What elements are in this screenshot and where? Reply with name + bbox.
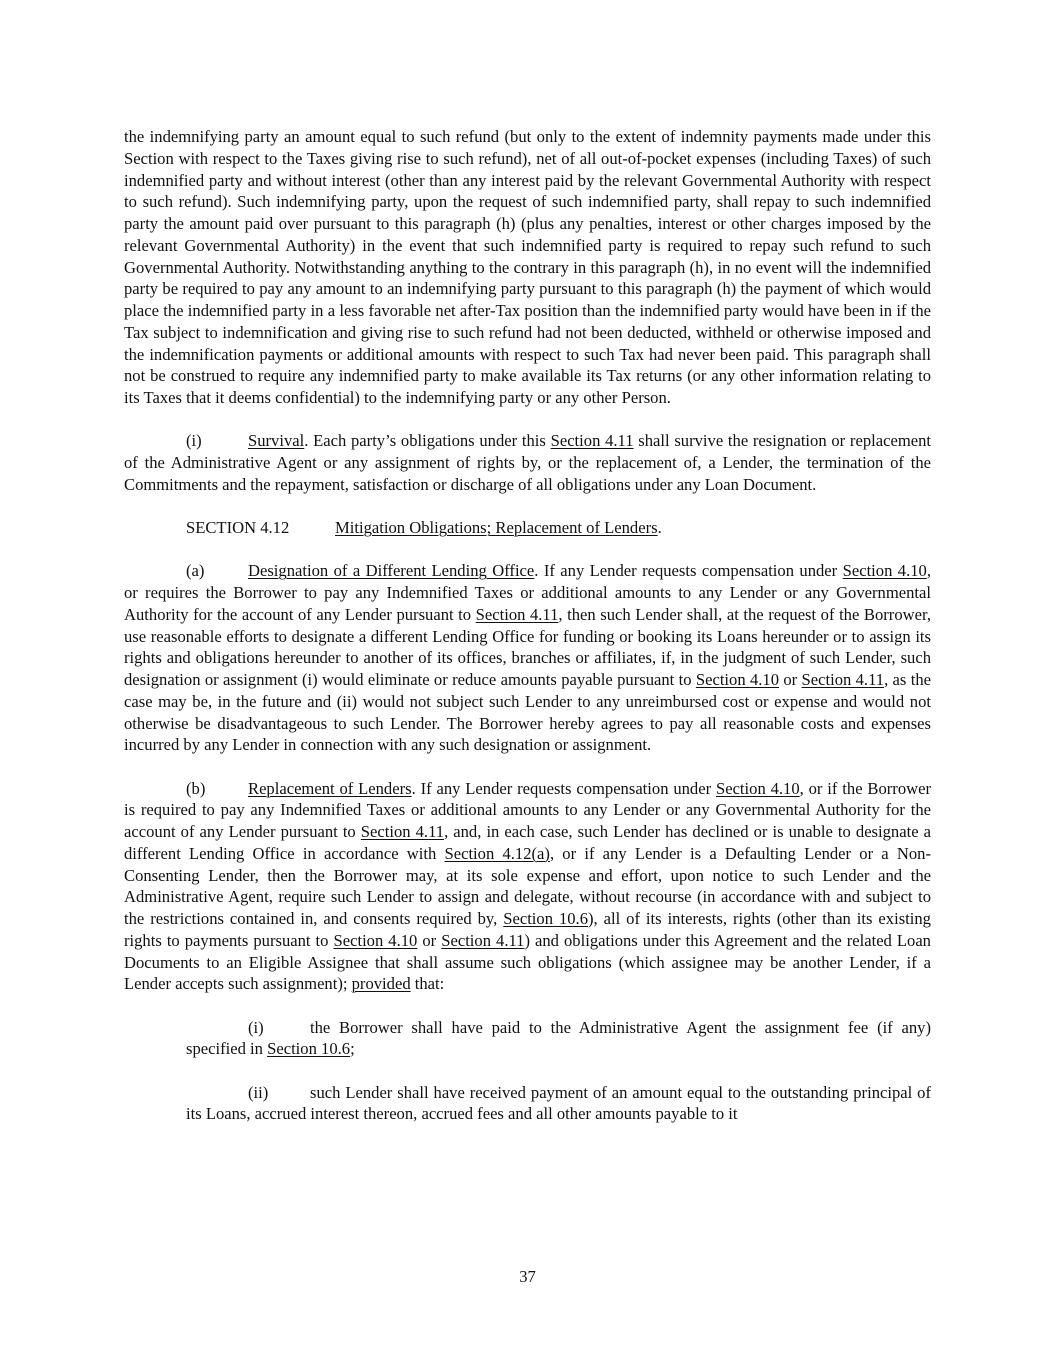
paragraph-gap — [124, 995, 931, 1017]
section-reference: Section 10.6 — [503, 909, 588, 928]
section-reference: Section 4.11 — [360, 822, 445, 841]
paragraph-text: , as the case may be, in the future and (ii) would not subject such Lender to any unreimbursed cost or expense and would not otherwise be disadvantageous to such Lender. The Borrower hereby agrees to pay all reasonable costs and expenses incurred by any Lender in connection with any such designation or assignment. — [124, 670, 931, 755]
paragraph-text: the indemnifying party an amount equal to such refund (but only to the extent of indemnity payments made under this Section with respect to the Taxes giving rise to such refund), net of all out-of-pocket expenses (including Taxes) of such indemnified party and without interest (other than any interest paid by the relevant Governmental Authority with respect to such refund). Such indemnifying party, upon the request of such indemnified party, shall repay to such indemnified party the amount paid over pursuant to this paragraph (h) (plus any penalties, interest or other charges imposed by the relevant Governmental Authority) in the event that such indemnified party is required to repay such refund to such Governmental Authority. Notwithstanding anything to the contrary in this paragraph (h), in no event will the indemnified party be required to pay any amount to an indemnifying party pursuant to this paragraph (h) the payment of which would place the indemnified party in a less favorable net after-Tax position than the indemnified party would have been in if the Tax subject to indemnification and giving rise to such refund had not been deducted, withheld or otherwise imposed and the indemnification payments or additional amounts with respect to such Tax had never been paid. This paragraph shall not be construed to require any indemnified party to make available its Tax returns (or any other information relating to its Taxes that it deems confidential) to the indemnifying party or any other Person. — [124, 127, 931, 407]
section-reference: Section 4.11 — [801, 670, 885, 689]
subparagraph-i — [186, 1017, 931, 1061]
section-reference: Section 4.10 — [842, 561, 927, 581]
paragraph-text: ) and obligations under this Agreement and the related Loan Documents to an Eligible Assignee that shall assume such obligations (which assignee may be another Lender, if a Lender accepts such assignment); — [124, 930, 931, 994]
section-heading — [124, 517, 931, 539]
paragraph-text: or — [779, 670, 802, 689]
paragraph-text: , or requires the Borrower to pay any Indemnified Taxes or additional amounts to any Lender or any Governmental Authority for the account of any Lender pursuant to — [124, 561, 931, 624]
paragraph-gap — [124, 1060, 931, 1082]
paragraph-text: ; — [350, 1039, 355, 1059]
paragraph-text: , and, in each case, such Lender has declined or is unable to designate a different Lending Office in accordance with — [124, 822, 931, 863]
section-reference: Section 4.11 — [441, 930, 525, 950]
paragraph-text: , or if the Borrower is required to pay any Indemnified Taxes or additional amounts to any Lender or any Governmental Authority for the account of any Lender pursuant to — [124, 778, 931, 841]
paragraph-label: (i) — [186, 431, 202, 451]
paragraph-text: such Lender shall have received payment of an amount equal to the outstanding principal of its Loans, accrued interest thereon, accrued fees and all other amounts payable to it — [186, 1082, 931, 1124]
section-reference: Section 10.6 — [267, 1039, 351, 1059]
paragraph-text: shall survive the resignation or replacement of the Administrative Agent or any assignment of rights by, or the replacement of, a Lender, the termination of the Commitments and the repayment, satisfaction or discharge of all obligations under any Loan Document. — [124, 431, 931, 494]
paragraph-text: , then such Lender shall, at the request of the Borrower, use reasonable efforts to designate a different Lending Office for funding or booking its Loans hereunder or to assign its rights and obligations hereunder to another of its offices, branches or affiliates, if, in the judgment of such Lender, such designation or assignment (i) would eliminate or reduce amounts payable pursuant to — [124, 604, 931, 689]
paragraph-gap — [124, 539, 931, 561]
section-reference: Section 4.10 — [695, 670, 780, 689]
subparagraph-label: (ii) — [248, 1082, 269, 1102]
paragraph-i-survival — [124, 430, 931, 495]
paragraph-text: the Borrower shall have paid to the Administrative Agent the assignment fee (if any) specified in — [186, 1017, 931, 1059]
paragraph-heading: Designation of a Different Lending Office — [248, 561, 535, 581]
document-page — [124, 126, 931, 1125]
section-number: SECTION 4.12 — [186, 518, 290, 537]
section-title-end: . — [657, 518, 662, 537]
paragraph-b-replacement — [124, 778, 931, 996]
section-title: Mitigation Obligations; Replacement of Lenders — [335, 518, 658, 537]
paragraph-text: . Each party’s obligations under this — [304, 431, 551, 451]
paragraph-text: that: — [410, 974, 445, 994]
paragraph-text: . If any Lender requests compensation under — [534, 561, 843, 581]
paragraph-gap — [124, 409, 931, 431]
page-number: 37 — [519, 1267, 536, 1286]
paragraph-heading: Replacement of Lenders — [248, 778, 412, 798]
paragraph-text: , or if any Lender is a Defaulting Lender or a Non-Consenting Lender, then the Borrower may, at its sole expense and effort, upon notice to such Lender and the Administrative Agent, require such Lender to assign and delegate, without recourse (in accordance with and subject to the restrictions contained in, and consents required by, — [124, 843, 931, 928]
paragraph-h-continuation — [124, 126, 931, 409]
paragraph-text: or — [417, 930, 442, 950]
paragraph-label: (a) — [186, 561, 205, 581]
paragraph-text: . If any Lender requests compensation under — [411, 778, 716, 798]
subparagraph-label: (i) — [248, 1017, 264, 1037]
section-reference: Section 4.12(a) — [444, 843, 550, 863]
section-reference: Section 4.11 — [475, 604, 559, 624]
paragraph-label: (b) — [186, 778, 206, 798]
section-reference: Section 4.11 — [550, 431, 634, 451]
section-reference: Section 4.10 — [715, 778, 800, 798]
paragraph-gap — [124, 756, 931, 778]
provided-term: provided — [351, 974, 411, 994]
paragraph-text: ), all of its interests, rights (other than its existing rights to payments pursuant to — [124, 909, 931, 950]
subparagraph-ii — [186, 1082, 931, 1126]
section-reference: Section 4.10 — [333, 930, 418, 950]
paragraph-heading: Survival — [248, 431, 305, 451]
paragraph-gap — [124, 496, 931, 518]
paragraph-a-designation — [124, 560, 931, 756]
